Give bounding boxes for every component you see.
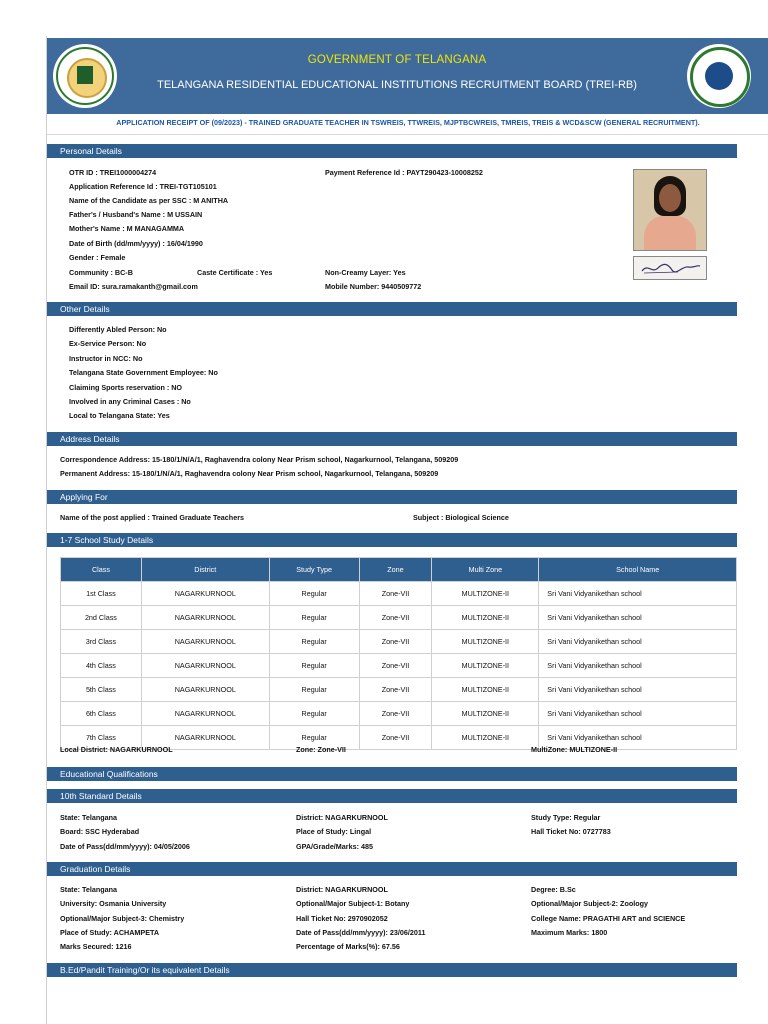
permanent-address: Permanent Address: 15-180/1/N/A/1, Raghavendra colony Near Prism school, Nagarkurnool, Telangana, 509209 (60, 469, 439, 478)
grad-optional-1: Optional/Major Subject-1: Botany (296, 899, 410, 908)
section-title: Address Details (60, 434, 120, 444)
cell: Zone-VII (359, 630, 432, 654)
header-title-government: GOVERNMENT OF TELANGANA (307, 54, 487, 66)
column-header: Study Type (269, 558, 359, 582)
grad-optional-3: Optional/Major Subject-3: Chemistry (60, 914, 185, 923)
email-id: Email ID: sura.ramakanth@gmail.com (69, 282, 198, 291)
divider (47, 134, 768, 135)
column-header: District (141, 558, 269, 582)
application-receipt-page (46, 36, 768, 1024)
grad-marks-secured: Marks Secured: 1216 (60, 942, 132, 951)
column-header: Class (61, 558, 142, 582)
header-title-board: TELANGANA RESIDENTIAL EDUCATIONAL INSTITUTIONS RECRUITMENT BOARD (TREI-RB) (157, 79, 637, 91)
grad-date-of-pass: Date of Pass(dd/mm/yyyy): 23/06/2011 (296, 928, 426, 937)
section-title: Applying For (60, 492, 108, 502)
cell: Zone-VII (359, 606, 432, 630)
tenth-state: State: Telangana (60, 813, 117, 822)
tenth-study-type: Study Type: Regular (531, 813, 601, 822)
section-title: 10th Standard Details (60, 791, 142, 801)
grad-percentage: Percentage of Marks(%): 67.56 (296, 942, 400, 951)
header-banner (47, 38, 768, 114)
cell: Regular (269, 654, 359, 678)
table-row (61, 654, 737, 678)
cell: 4th Class (61, 654, 142, 678)
grad-place: Place of Study: ACHAMPETA (60, 928, 160, 937)
section-school-study-details (47, 533, 737, 547)
receipt-title: APPLICATION RECEIPT OF (09/2023) - TRAINED GRADUATE TEACHER IN TSWREIS, TTWREIS, MJPTBCWREIS, TMREIS, TREIS & WCD&SCW (GENERAL RECRUITMENT). (116, 118, 700, 127)
section-title: B.Ed/Pandit Training/Or its equivalent Details (60, 965, 230, 975)
cell: Sri Vani Vidyanikethan school (539, 582, 737, 606)
cell: Regular (269, 726, 359, 750)
cell: MULTIZONE-II (432, 630, 539, 654)
gender: Gender : Female (69, 253, 126, 262)
candidate-photo (633, 169, 707, 251)
table-row (61, 606, 737, 630)
cell: NAGARKURNOOL (141, 678, 269, 702)
cell: MULTIZONE-II (432, 678, 539, 702)
cell: MULTIZONE-II (432, 582, 539, 606)
section-graduation-details (47, 862, 737, 876)
column-header: Zone (359, 558, 432, 582)
candidate-signature (633, 256, 707, 280)
cell: MULTIZONE-II (432, 654, 539, 678)
candidate-name: Name of the Candidate as per SSC : M ANITHA (69, 196, 229, 205)
tenth-board: Board: SSC Hyderabad (60, 827, 140, 836)
section-address-details (47, 432, 737, 446)
cell: NAGARKURNOOL (141, 630, 269, 654)
table-row (61, 582, 737, 606)
column-header: School Name (539, 558, 737, 582)
criminal-cases: Involved in any Criminal Cases : No (69, 397, 191, 406)
cell: 5th Class (61, 678, 142, 702)
grad-optional-2: Optional/Major Subject-2: Zoology (531, 899, 648, 908)
section-title: 1-7 School Study Details (60, 535, 154, 545)
cell: Regular (269, 702, 359, 726)
cell: Zone-VII (359, 582, 432, 606)
table-header-row (61, 558, 737, 582)
date-of-birth: Date of Birth (dd/mm/yyyy) : 16/04/1990 (69, 239, 203, 248)
tenth-gpa: GPA/Grade/Marks: 485 (296, 842, 373, 851)
grad-degree: Degree: B.Sc (531, 885, 576, 894)
multizone: MultiZone: MULTIZONE-II (531, 745, 618, 754)
cell: Sri Vani Vidyanikethan school (539, 726, 737, 750)
column-header: Multi Zone (432, 558, 539, 582)
cell: Sri Vani Vidyanikethan school (539, 654, 737, 678)
mobile-number: Mobile Number: 9440509772 (325, 282, 422, 291)
cell: Sri Vani Vidyanikethan school (539, 630, 737, 654)
community: Community : BC-B (69, 268, 133, 277)
zone: Zone: Zone-VII (296, 745, 346, 754)
grad-max-marks: Maximum Marks: 1800 (531, 928, 608, 937)
correspondence-address: Correspondence Address: 15-180/1/N/A/1, Raghavendra colony Near Prism school, Nagarkurnool, Telangana, 509209 (60, 455, 459, 464)
application-reference: Application Reference Id : TREI-TGT105101 (69, 182, 217, 191)
local-to-telangana: Local to Telangana State: Yes (69, 411, 170, 420)
section-title: Graduation Details (60, 864, 131, 874)
section-title: Other Details (60, 304, 110, 314)
section-10th-standard (47, 789, 737, 803)
cell: Zone-VII (359, 726, 432, 750)
table-row (61, 678, 737, 702)
tenth-place: Place of Study: Lingal (296, 827, 372, 836)
grad-district: District: NAGARKURNOOL (296, 885, 388, 894)
ncc-instructor: Instructor in NCC: No (69, 354, 143, 363)
grad-college: College Name: PRAGATHI ART and SCIENCE (531, 914, 686, 923)
treirb-seal-icon (687, 44, 751, 108)
local-district: Local District: NAGARKURNOOL (60, 745, 173, 754)
section-bed-details (47, 963, 737, 977)
cell: Sri Vani Vidyanikethan school (539, 702, 737, 726)
cell: Regular (269, 678, 359, 702)
cell: Zone-VII (359, 678, 432, 702)
subject-applied: Subject : Biological Science (413, 513, 509, 522)
differently-abled: Differently Abled Person: No (69, 325, 167, 334)
tenth-district: District: NAGARKURNOOL (296, 813, 388, 822)
section-title: Educational Qualifications (60, 769, 158, 779)
state-govt-employee: Telangana State Government Employee: No (69, 368, 218, 377)
caste-certificate: Caste Certificate : Yes (197, 268, 273, 277)
cell: Sri Vani Vidyanikethan school (539, 606, 737, 630)
cell: Regular (269, 606, 359, 630)
section-applying-for (47, 490, 737, 504)
non-creamy-layer: Non-Creamy Layer: Yes (325, 268, 406, 277)
cell: MULTIZONE-II (432, 702, 539, 726)
cell: Regular (269, 582, 359, 606)
table-row (61, 702, 737, 726)
section-other-details (47, 302, 737, 316)
cell: 6th Class (61, 702, 142, 726)
cell: 2nd Class (61, 606, 142, 630)
father-husband-name: Father's / Husband's Name : M USSAIN (69, 210, 203, 219)
tenth-date-of-pass: Date of Pass(dd/mm/yyyy): 04/05/2006 (60, 842, 190, 851)
otr-id: OTR ID : TREI1000004274 (69, 168, 157, 177)
school-study-table (60, 557, 737, 750)
cell: NAGARKURNOOL (141, 654, 269, 678)
section-title: Personal Details (60, 146, 122, 156)
cell: NAGARKURNOOL (141, 582, 269, 606)
cell: Zone-VII (359, 654, 432, 678)
cell: 7th Class (61, 726, 142, 750)
section-personal-details (47, 144, 737, 158)
cell: NAGARKURNOOL (141, 606, 269, 630)
post-applied: Name of the post applied : Trained Graduate Teachers (60, 513, 244, 522)
cell: MULTIZONE-II (432, 606, 539, 630)
payment-reference: Payment Reference Id : PAYT290423-10008252 (325, 168, 483, 177)
grad-state: State: Telangana (60, 885, 117, 894)
cell: Regular (269, 630, 359, 654)
cell: NAGARKURNOOL (141, 726, 269, 750)
cell: NAGARKURNOOL (141, 702, 269, 726)
sports-reservation: Claiming Sports reservation : NO (69, 383, 183, 392)
cell: MULTIZONE-II (432, 726, 539, 750)
section-educational-qualifications (47, 767, 737, 781)
tenth-hall-ticket: Hall Ticket No: 0727783 (531, 827, 611, 836)
grad-hall-ticket: Hall Ticket No: 2970902052 (296, 914, 388, 923)
cell: 3rd Class (61, 630, 142, 654)
cell: Sri Vani Vidyanikethan school (539, 678, 737, 702)
cell: Zone-VII (359, 702, 432, 726)
table-row (61, 630, 737, 654)
mother-name: Mother's Name : M MANAGAMMA (69, 224, 185, 233)
ex-service: Ex-Service Person: No (69, 339, 147, 348)
grad-university: University: Osmania University (60, 899, 167, 908)
cell: 1st Class (61, 582, 142, 606)
